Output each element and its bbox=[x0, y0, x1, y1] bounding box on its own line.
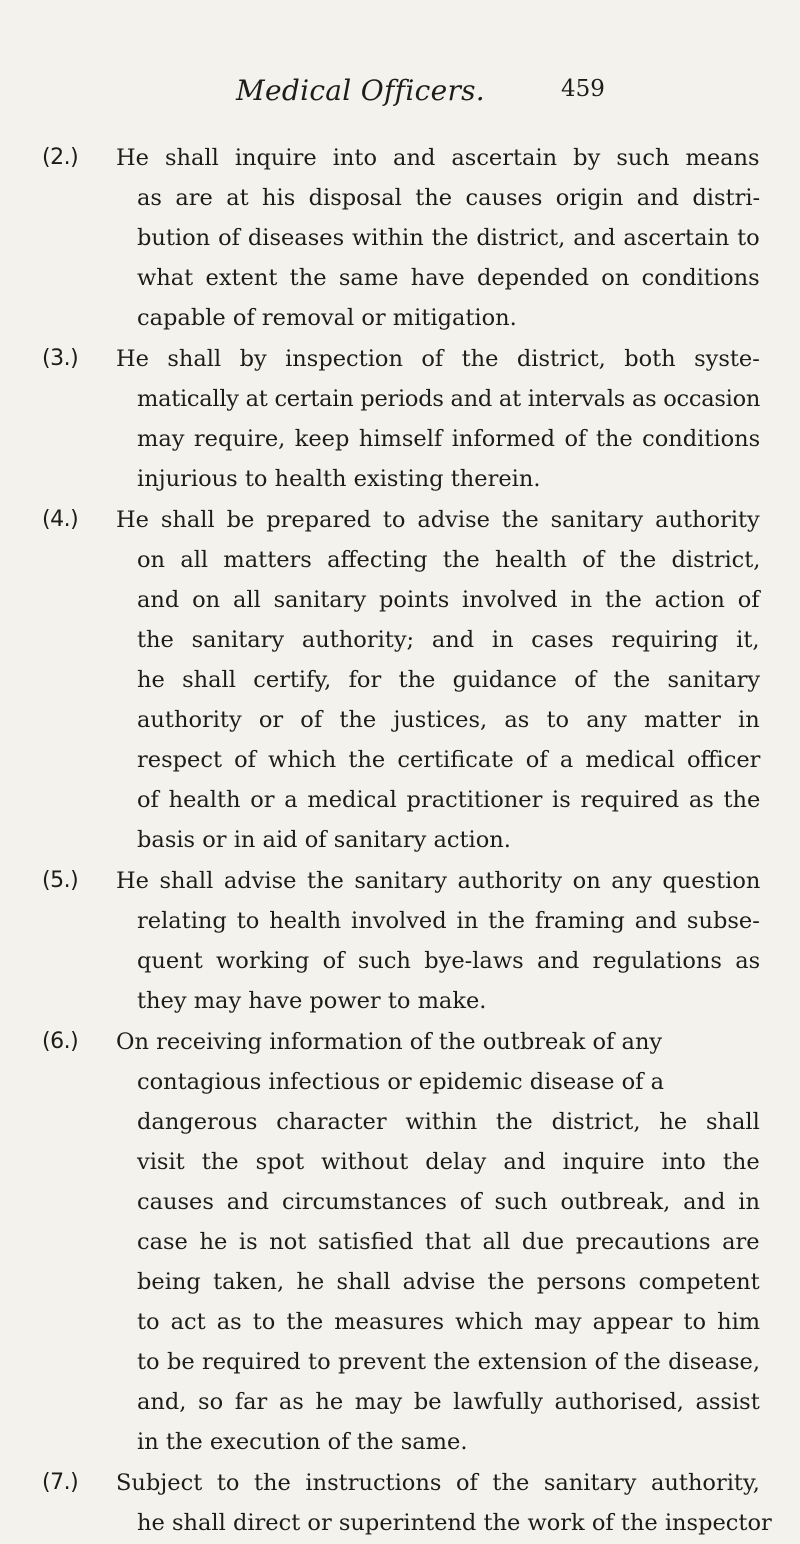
line-text: may require, keep himself informed of the conditions bbox=[137, 426, 761, 452]
clause-number: (3.) bbox=[42, 346, 79, 371]
line-text: matically at certain periods and at intervals as occasion bbox=[137, 386, 761, 412]
text-line bbox=[0, 459, 800, 499]
text-line bbox=[0, 1142, 800, 1182]
text-line bbox=[0, 540, 800, 580]
line-text: respect of which the certificate of a medical officer bbox=[137, 747, 761, 773]
clause-paragraph bbox=[0, 1463, 800, 1543]
text-line bbox=[0, 419, 800, 459]
text-line bbox=[0, 138, 800, 178]
text-line bbox=[0, 1302, 800, 1342]
body-text bbox=[0, 138, 800, 1544]
running-title: Medical Officers. bbox=[236, 74, 485, 107]
clause-paragraph bbox=[0, 500, 800, 860]
line-text: He shall advise the sanitary authority on any question bbox=[116, 868, 761, 894]
text-line bbox=[0, 780, 800, 820]
text-line bbox=[0, 981, 800, 1021]
text-line bbox=[0, 660, 800, 700]
text-line bbox=[0, 218, 800, 258]
line-text: Subject to the instructions of the sanitary authority, bbox=[116, 1470, 760, 1496]
line-text: contagious infectious or epidemic disease of a bbox=[137, 1069, 665, 1095]
text-line bbox=[0, 258, 800, 298]
line-text: they may have power to make. bbox=[137, 988, 487, 1014]
text-line bbox=[0, 500, 800, 540]
line-text: as are at his disposal the causes origin and distri- bbox=[137, 185, 761, 211]
clause-paragraph bbox=[0, 861, 800, 1021]
line-text: the sanitary authority; and in cases requiring it, bbox=[137, 627, 760, 653]
clause-number: (6.) bbox=[42, 1029, 79, 1054]
text-line bbox=[0, 1463, 800, 1503]
line-text: basis or in aid of sanitary action. bbox=[137, 827, 511, 853]
line-text: dangerous character within the district, he shall bbox=[137, 1109, 760, 1135]
line-text: bution of diseases within the district, and ascertain to bbox=[137, 225, 760, 251]
text-line bbox=[0, 861, 800, 901]
line-text: On receiving information of the outbreak of any bbox=[116, 1029, 663, 1055]
line-text: causes and circumstances of such outbreak, and in bbox=[137, 1189, 760, 1215]
line-text: visit the spot without delay and inquire into the bbox=[137, 1149, 760, 1175]
text-line bbox=[0, 580, 800, 620]
text-line bbox=[0, 901, 800, 941]
text-line bbox=[0, 1222, 800, 1262]
text-line bbox=[0, 1422, 800, 1462]
line-text: to be required to prevent the extension of the disease, bbox=[137, 1349, 761, 1375]
text-line bbox=[0, 700, 800, 740]
line-text: being taken, he shall advise the persons competent bbox=[137, 1269, 760, 1295]
line-text: quent working of such bye-laws and regulations as bbox=[137, 948, 761, 974]
text-line bbox=[0, 339, 800, 379]
line-text: of health or a medical practitioner is required as the bbox=[137, 787, 761, 813]
line-text: what extent the same have depended on conditions bbox=[137, 265, 760, 291]
text-line bbox=[0, 1503, 800, 1543]
clause-number: (7.) bbox=[42, 1470, 79, 1495]
clause-paragraph bbox=[0, 1022, 800, 1462]
text-line bbox=[0, 941, 800, 981]
line-text: in the execution of the same. bbox=[137, 1429, 468, 1455]
text-line bbox=[0, 820, 800, 860]
page-header bbox=[0, 74, 800, 114]
line-text: on all matters affecting the health of the district, bbox=[137, 547, 761, 573]
text-line bbox=[0, 379, 800, 419]
text-line bbox=[0, 1102, 800, 1142]
line-text: and, so far as he may be lawfully authorised, assist bbox=[137, 1389, 760, 1415]
text-line bbox=[0, 1262, 800, 1302]
line-text: he shall certify, for the guidance of the sanitary bbox=[137, 667, 761, 693]
text-line bbox=[0, 620, 800, 660]
text-line bbox=[0, 740, 800, 780]
line-text: to act as to the measures which may appear to him bbox=[137, 1309, 761, 1335]
text-line bbox=[0, 1062, 800, 1102]
clause-number: (2.) bbox=[42, 145, 79, 170]
text-line bbox=[0, 298, 800, 338]
line-text: capable of removal or mitigation. bbox=[137, 305, 517, 331]
text-line bbox=[0, 1382, 800, 1422]
clause-paragraph bbox=[0, 138, 800, 338]
line-text: he shall direct or superintend the work of the inspector bbox=[137, 1510, 772, 1536]
clause-paragraph bbox=[0, 339, 800, 499]
clause-number: (5.) bbox=[42, 868, 79, 893]
line-text: He shall inquire into and ascertain by such means bbox=[116, 145, 760, 171]
page-number: 459 bbox=[561, 76, 605, 102]
text-line bbox=[0, 1022, 800, 1062]
clause-number: (4.) bbox=[42, 507, 79, 532]
line-text: He shall by inspection of the district, both syste- bbox=[116, 346, 760, 372]
line-text: and on all sanitary points involved in the action of bbox=[137, 587, 760, 613]
line-text: authority or of the justices, as to any matter in bbox=[137, 707, 760, 733]
line-text: He shall be prepared to advise the sanitary authority bbox=[116, 507, 760, 533]
line-text: injurious to health existing therein. bbox=[137, 466, 541, 492]
line-text: case he is not satisfied that all due precautions are bbox=[137, 1229, 760, 1255]
text-line bbox=[0, 178, 800, 218]
text-line bbox=[0, 1342, 800, 1382]
text-line bbox=[0, 1182, 800, 1222]
line-text: relating to health involved in the framing and subse- bbox=[137, 908, 760, 934]
